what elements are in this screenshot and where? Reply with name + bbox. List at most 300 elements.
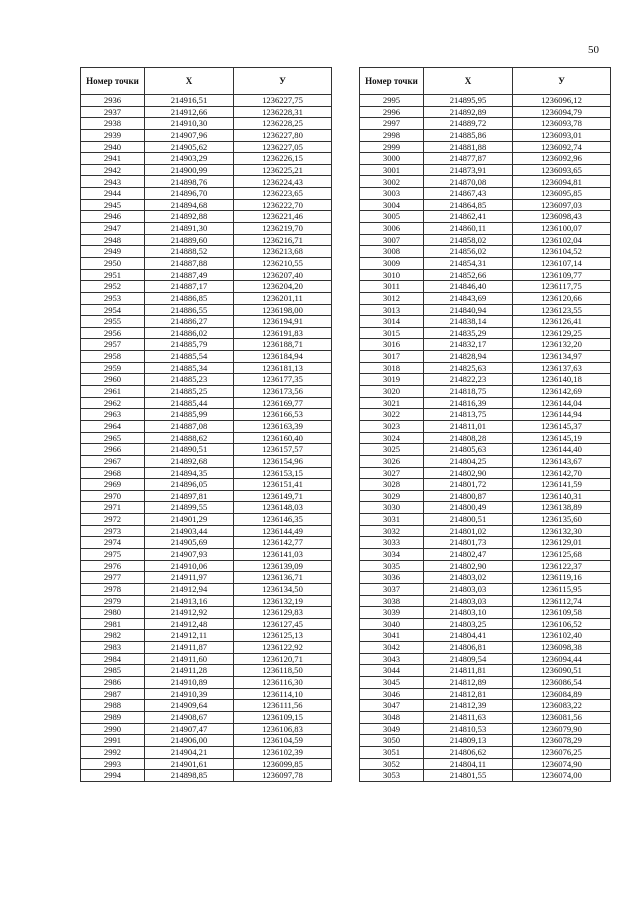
- cell-point-number: 2997: [360, 118, 424, 130]
- cell-x: 214873,91: [424, 164, 513, 176]
- cell-point-number: 3035: [360, 560, 424, 572]
- cell-x: 214846,40: [424, 281, 513, 293]
- cell-point-number: 3025: [360, 444, 424, 456]
- cell-x: 214892,88: [145, 211, 234, 223]
- cell-x: 214800,49: [424, 502, 513, 514]
- table-row: [81, 420, 332, 432]
- cell-point-number: 3041: [360, 630, 424, 642]
- cell-point-number: 2978: [81, 583, 145, 595]
- cell-y: 1236107,14: [513, 257, 611, 269]
- cell-point-number: 2969: [81, 479, 145, 491]
- table-header-row: [81, 68, 332, 95]
- cell-y: 1236084,89: [513, 688, 611, 700]
- table-row: [81, 223, 332, 235]
- table-row: [360, 746, 611, 758]
- cell-x: 214886,85: [145, 292, 234, 304]
- table-row: [360, 176, 611, 188]
- cell-y: 1236188,71: [234, 339, 332, 351]
- cell-y: 1236127,45: [234, 618, 332, 630]
- cell-y: 1236228,31: [234, 106, 332, 118]
- cell-y: 1236106,83: [234, 723, 332, 735]
- cell-y: 1236090,51: [513, 665, 611, 677]
- table-row: [360, 467, 611, 479]
- cell-y: 1236109,15: [234, 711, 332, 723]
- cell-point-number: 2940: [81, 141, 145, 153]
- cell-x: 214802,90: [424, 560, 513, 572]
- table-row: [360, 95, 611, 107]
- cell-point-number: 2999: [360, 141, 424, 153]
- cell-x: 214885,79: [145, 339, 234, 351]
- cell-point-number: 3046: [360, 688, 424, 700]
- cell-y: 1236074,00: [513, 770, 611, 782]
- cell-point-number: 3017: [360, 351, 424, 363]
- table-row: [360, 164, 611, 176]
- cell-point-number: 2975: [81, 548, 145, 560]
- cell-x: 214889,60: [145, 234, 234, 246]
- cell-y: 1236114,10: [234, 688, 332, 700]
- cell-point-number: 2979: [81, 595, 145, 607]
- cell-point-number: 2973: [81, 525, 145, 537]
- cell-x: 214886,55: [145, 304, 234, 316]
- cell-point-number: 3010: [360, 269, 424, 281]
- cell-y: 1236104,52: [513, 246, 611, 258]
- cell-x: 214912,66: [145, 106, 234, 118]
- cell-y: 1236116,30: [234, 677, 332, 689]
- cell-x: 214811,01: [424, 420, 513, 432]
- cell-point-number: 3009: [360, 257, 424, 269]
- table-row: [81, 467, 332, 479]
- cell-x: 214811,81: [424, 665, 513, 677]
- cell-point-number: 3011: [360, 281, 424, 293]
- cell-x: 214818,75: [424, 386, 513, 398]
- cell-x: 214909,64: [145, 700, 234, 712]
- table-row: [360, 409, 611, 421]
- cell-y: 1236227,75: [234, 95, 332, 107]
- cell-y: 1236142,77: [234, 537, 332, 549]
- cell-y: 1236094,79: [513, 106, 611, 118]
- cell-y: 1236221,46: [234, 211, 332, 223]
- table-row: [81, 548, 332, 560]
- table-row: [360, 386, 611, 398]
- cell-y: 1236097,03: [513, 199, 611, 211]
- cell-point-number: 2966: [81, 444, 145, 456]
- cell-x: 214856,02: [424, 246, 513, 258]
- table-row: [81, 153, 332, 165]
- cell-y: 1236102,40: [513, 630, 611, 642]
- table-row: [360, 630, 611, 642]
- cell-x: 214900,99: [145, 164, 234, 176]
- cell-x: 214912,11: [145, 630, 234, 642]
- cell-y: 1236093,65: [513, 164, 611, 176]
- cell-point-number: 2949: [81, 246, 145, 258]
- table-row: [360, 432, 611, 444]
- cell-point-number: 2976: [81, 560, 145, 572]
- cell-point-number: 2950: [81, 257, 145, 269]
- cell-x: 214801,72: [424, 479, 513, 491]
- cell-x: 214895,95: [424, 95, 513, 107]
- table-row: [360, 316, 611, 328]
- cell-x: 214870,08: [424, 176, 513, 188]
- cell-y: 1236204,20: [234, 281, 332, 293]
- cell-y: 1236093,01: [513, 129, 611, 141]
- cell-y: 1236081,56: [513, 711, 611, 723]
- table-row: [81, 490, 332, 502]
- cell-point-number: 3001: [360, 164, 424, 176]
- cell-x: 214822,23: [424, 374, 513, 386]
- cell-x: 214916,51: [145, 95, 234, 107]
- cell-x: 214911,28: [145, 665, 234, 677]
- cell-x: 214903,44: [145, 525, 234, 537]
- table-row: [360, 455, 611, 467]
- cell-x: 214825,63: [424, 362, 513, 374]
- cell-point-number: 3048: [360, 711, 424, 723]
- cell-x: 214892,68: [145, 455, 234, 467]
- cell-x: 214885,86: [424, 129, 513, 141]
- cell-y: 1236096,12: [513, 95, 611, 107]
- table-row: [81, 339, 332, 351]
- table-row: [360, 153, 611, 165]
- table-row: [360, 711, 611, 723]
- cell-point-number: 2948: [81, 234, 145, 246]
- cell-point-number: 3000: [360, 153, 424, 165]
- table-row: [360, 642, 611, 654]
- header-y: У: [513, 68, 611, 95]
- cell-y: 1236225,21: [234, 164, 332, 176]
- cell-y: 1236125,68: [513, 548, 611, 560]
- cell-x: 214887,88: [145, 257, 234, 269]
- cell-y: 1236099,85: [234, 758, 332, 770]
- cell-point-number: 2980: [81, 607, 145, 619]
- table-row: [360, 723, 611, 735]
- cell-y: 1236129,01: [513, 537, 611, 549]
- cell-y: 1236097,78: [234, 770, 332, 782]
- cell-y: 1236092,74: [513, 141, 611, 153]
- table-row: [360, 199, 611, 211]
- cell-x: 214801,55: [424, 770, 513, 782]
- cell-y: 1236146,35: [234, 514, 332, 526]
- cell-y: 1236141,03: [234, 548, 332, 560]
- cell-y: 1236094,44: [513, 653, 611, 665]
- cell-y: 1236102,39: [234, 746, 332, 758]
- table-row: [360, 583, 611, 595]
- cell-x: 214858,02: [424, 234, 513, 246]
- table-row: [360, 118, 611, 130]
- table-row: [360, 234, 611, 246]
- table-row: [360, 758, 611, 770]
- cell-point-number: 2944: [81, 188, 145, 200]
- cell-y: 1236166,53: [234, 409, 332, 421]
- table-row: [360, 269, 611, 281]
- table-row: [360, 420, 611, 432]
- cell-point-number: 2967: [81, 455, 145, 467]
- cell-point-number: 2962: [81, 397, 145, 409]
- cell-y: 1236191,83: [234, 327, 332, 339]
- cell-y: 1236098,43: [513, 211, 611, 223]
- cell-point-number: 2965: [81, 432, 145, 444]
- cell-y: 1236201,11: [234, 292, 332, 304]
- table-row: [81, 281, 332, 293]
- cell-point-number: 3053: [360, 770, 424, 782]
- cell-point-number: 3047: [360, 700, 424, 712]
- cell-y: 1236143,67: [513, 455, 611, 467]
- cell-point-number: 3002: [360, 176, 424, 188]
- cell-x: 214803,03: [424, 595, 513, 607]
- cell-point-number: 2941: [81, 153, 145, 165]
- cell-x: 214908,67: [145, 711, 234, 723]
- coordinates-table-left: [80, 67, 332, 782]
- cell-x: 214809,13: [424, 735, 513, 747]
- table-row: [81, 560, 332, 572]
- cell-point-number: 2968: [81, 467, 145, 479]
- cell-x: 214903,29: [145, 153, 234, 165]
- cell-x: 214889,72: [424, 118, 513, 130]
- cell-point-number: 2995: [360, 95, 424, 107]
- cell-x: 214913,16: [145, 595, 234, 607]
- cell-y: 1236154,96: [234, 455, 332, 467]
- cell-x: 214890,51: [145, 444, 234, 456]
- cell-y: 1236184,94: [234, 351, 332, 363]
- cell-x: 214804,25: [424, 455, 513, 467]
- table-row: [360, 514, 611, 526]
- cell-x: 214802,90: [424, 467, 513, 479]
- table-row: [81, 129, 332, 141]
- cell-x: 214911,87: [145, 642, 234, 654]
- cell-point-number: 2936: [81, 95, 145, 107]
- table-row: [81, 211, 332, 223]
- cell-x: 214867,43: [424, 188, 513, 200]
- cell-y: 1236194,91: [234, 316, 332, 328]
- cell-y: 1236142,69: [513, 386, 611, 398]
- cell-y: 1236149,71: [234, 490, 332, 502]
- cell-x: 214812,39: [424, 700, 513, 712]
- cell-y: 1236120,66: [513, 292, 611, 304]
- cell-point-number: 3004: [360, 199, 424, 211]
- cell-x: 214896,70: [145, 188, 234, 200]
- cell-point-number: 2986: [81, 677, 145, 689]
- table-row: [360, 304, 611, 316]
- cell-y: 1236083,22: [513, 700, 611, 712]
- cell-point-number: 3018: [360, 362, 424, 374]
- table-row: [360, 502, 611, 514]
- cell-point-number: 2987: [81, 688, 145, 700]
- cell-x: 214887,49: [145, 269, 234, 281]
- cell-y: 1236120,71: [234, 653, 332, 665]
- cell-y: 1236134,97: [513, 351, 611, 363]
- cell-y: 1236111,56: [234, 700, 332, 712]
- cell-point-number: 2998: [360, 129, 424, 141]
- cell-x: 214852,66: [424, 269, 513, 281]
- table-row: [81, 758, 332, 770]
- cell-point-number: 2993: [81, 758, 145, 770]
- cell-point-number: 3040: [360, 618, 424, 630]
- cell-x: 214838,14: [424, 316, 513, 328]
- cell-x: 214854,31: [424, 257, 513, 269]
- cell-x: 214809,54: [424, 653, 513, 665]
- cell-point-number: 2989: [81, 711, 145, 723]
- cell-x: 214885,25: [145, 386, 234, 398]
- cell-x: 214862,41: [424, 211, 513, 223]
- cell-y: 1236142,70: [513, 467, 611, 479]
- cell-point-number: 2985: [81, 665, 145, 677]
- cell-point-number: 3036: [360, 572, 424, 584]
- table-row: [360, 537, 611, 549]
- cell-x: 214897,81: [145, 490, 234, 502]
- table-row: [360, 479, 611, 491]
- cell-x: 214910,39: [145, 688, 234, 700]
- table-row: [81, 386, 332, 398]
- table-row: [81, 583, 332, 595]
- cell-point-number: 2947: [81, 223, 145, 235]
- cell-point-number: 2943: [81, 176, 145, 188]
- cell-y: 1236123,55: [513, 304, 611, 316]
- table-row: [81, 304, 332, 316]
- cell-point-number: 3013: [360, 304, 424, 316]
- table-row: [81, 95, 332, 107]
- cell-point-number: 3039: [360, 607, 424, 619]
- cell-y: 1236109,58: [513, 607, 611, 619]
- table-row: [81, 269, 332, 281]
- table-row: [81, 176, 332, 188]
- table-row: [81, 700, 332, 712]
- cell-x: 214886,02: [145, 327, 234, 339]
- table-row: [81, 118, 332, 130]
- cell-x: 214885,23: [145, 374, 234, 386]
- cell-y: 1236100,07: [513, 223, 611, 235]
- cell-x: 214810,53: [424, 723, 513, 735]
- table-row: [360, 595, 611, 607]
- cell-point-number: 3029: [360, 490, 424, 502]
- cell-x: 214816,39: [424, 397, 513, 409]
- table-row: [81, 246, 332, 258]
- cell-x: 214905,69: [145, 537, 234, 549]
- table-row: [360, 327, 611, 339]
- cell-y: 1236222,70: [234, 199, 332, 211]
- cell-x: 214898,85: [145, 770, 234, 782]
- cell-y: 1236151,41: [234, 479, 332, 491]
- cell-y: 1236095,85: [513, 188, 611, 200]
- cell-point-number: 2951: [81, 269, 145, 281]
- cell-y: 1236173,56: [234, 386, 332, 398]
- table-row: [81, 735, 332, 747]
- cell-point-number: 3019: [360, 374, 424, 386]
- cell-y: 1236119,16: [513, 572, 611, 584]
- cell-x: 214910,30: [145, 118, 234, 130]
- cell-x: 214832,17: [424, 339, 513, 351]
- cell-x: 214912,48: [145, 618, 234, 630]
- cell-x: 214813,75: [424, 409, 513, 421]
- cell-y: 1236140,18: [513, 374, 611, 386]
- cell-point-number: 3037: [360, 583, 424, 595]
- table-row: [360, 677, 611, 689]
- table-row: [81, 374, 332, 386]
- cell-y: 1236163,39: [234, 420, 332, 432]
- cell-x: 214803,03: [424, 583, 513, 595]
- table-row: [360, 525, 611, 537]
- table-row: [81, 234, 332, 246]
- page-number: 50: [588, 44, 599, 56]
- cell-point-number: 2963: [81, 409, 145, 421]
- cell-y: 1236144,40: [513, 444, 611, 456]
- table-row: [360, 700, 611, 712]
- cell-x: 214802,47: [424, 548, 513, 560]
- cell-x: 214911,60: [145, 653, 234, 665]
- cell-x: 214896,05: [145, 479, 234, 491]
- cell-x: 214804,41: [424, 630, 513, 642]
- cell-x: 214891,30: [145, 223, 234, 235]
- cell-x: 214881,88: [424, 141, 513, 153]
- table-row: [360, 223, 611, 235]
- table-row: [81, 618, 332, 630]
- cell-x: 214910,06: [145, 560, 234, 572]
- cell-point-number: 2970: [81, 490, 145, 502]
- table-row: [81, 746, 332, 758]
- cell-y: 1236109,77: [513, 269, 611, 281]
- table-row: [81, 653, 332, 665]
- cell-point-number: 2996: [360, 106, 424, 118]
- table-row: [360, 688, 611, 700]
- cell-y: 1236104,59: [234, 735, 332, 747]
- cell-y: 1236137,63: [513, 362, 611, 374]
- table-row: [81, 141, 332, 153]
- cell-x: 214800,51: [424, 514, 513, 526]
- header-x: X: [424, 68, 513, 95]
- cell-point-number: 2952: [81, 281, 145, 293]
- cell-y: 1236079,90: [513, 723, 611, 735]
- cell-x: 214806,62: [424, 746, 513, 758]
- cell-y: 1236181,13: [234, 362, 332, 374]
- cell-y: 1236138,89: [513, 502, 611, 514]
- cell-y: 1236112,74: [513, 595, 611, 607]
- cell-x: 214885,44: [145, 397, 234, 409]
- cell-x: 214800,87: [424, 490, 513, 502]
- cell-y: 1236210,55: [234, 257, 332, 269]
- table-row: [360, 292, 611, 304]
- cell-x: 214907,93: [145, 548, 234, 560]
- table-row: [81, 677, 332, 689]
- cell-y: 1236224,43: [234, 176, 332, 188]
- table-row: [81, 444, 332, 456]
- cell-y: 1236145,37: [513, 420, 611, 432]
- cell-y: 1236086,54: [513, 677, 611, 689]
- cell-x: 214887,08: [145, 420, 234, 432]
- table-row: [360, 618, 611, 630]
- table-row: [360, 106, 611, 118]
- cell-point-number: 2994: [81, 770, 145, 782]
- cell-point-number: 2956: [81, 327, 145, 339]
- cell-x: 214864,85: [424, 199, 513, 211]
- cell-y: 1236132,30: [513, 525, 611, 537]
- cell-x: 214904,21: [145, 746, 234, 758]
- table-row: [81, 630, 332, 642]
- cell-y: 1236125,13: [234, 630, 332, 642]
- header-point-number: Номер точки: [81, 68, 145, 95]
- cell-point-number: 3015: [360, 327, 424, 339]
- table-row: [360, 653, 611, 665]
- cell-x: 214894,68: [145, 199, 234, 211]
- table-row: [360, 735, 611, 747]
- cell-y: 1236098,38: [513, 642, 611, 654]
- table-row: [81, 316, 332, 328]
- cell-point-number: 2988: [81, 700, 145, 712]
- cell-y: 1236145,19: [513, 432, 611, 444]
- cell-point-number: 3005: [360, 211, 424, 223]
- cell-y: 1236227,05: [234, 141, 332, 153]
- cell-y: 1236122,37: [513, 560, 611, 572]
- table-row: [81, 572, 332, 584]
- cell-y: 1236117,75: [513, 281, 611, 293]
- cell-point-number: 2972: [81, 514, 145, 526]
- cell-x: 214901,29: [145, 514, 234, 526]
